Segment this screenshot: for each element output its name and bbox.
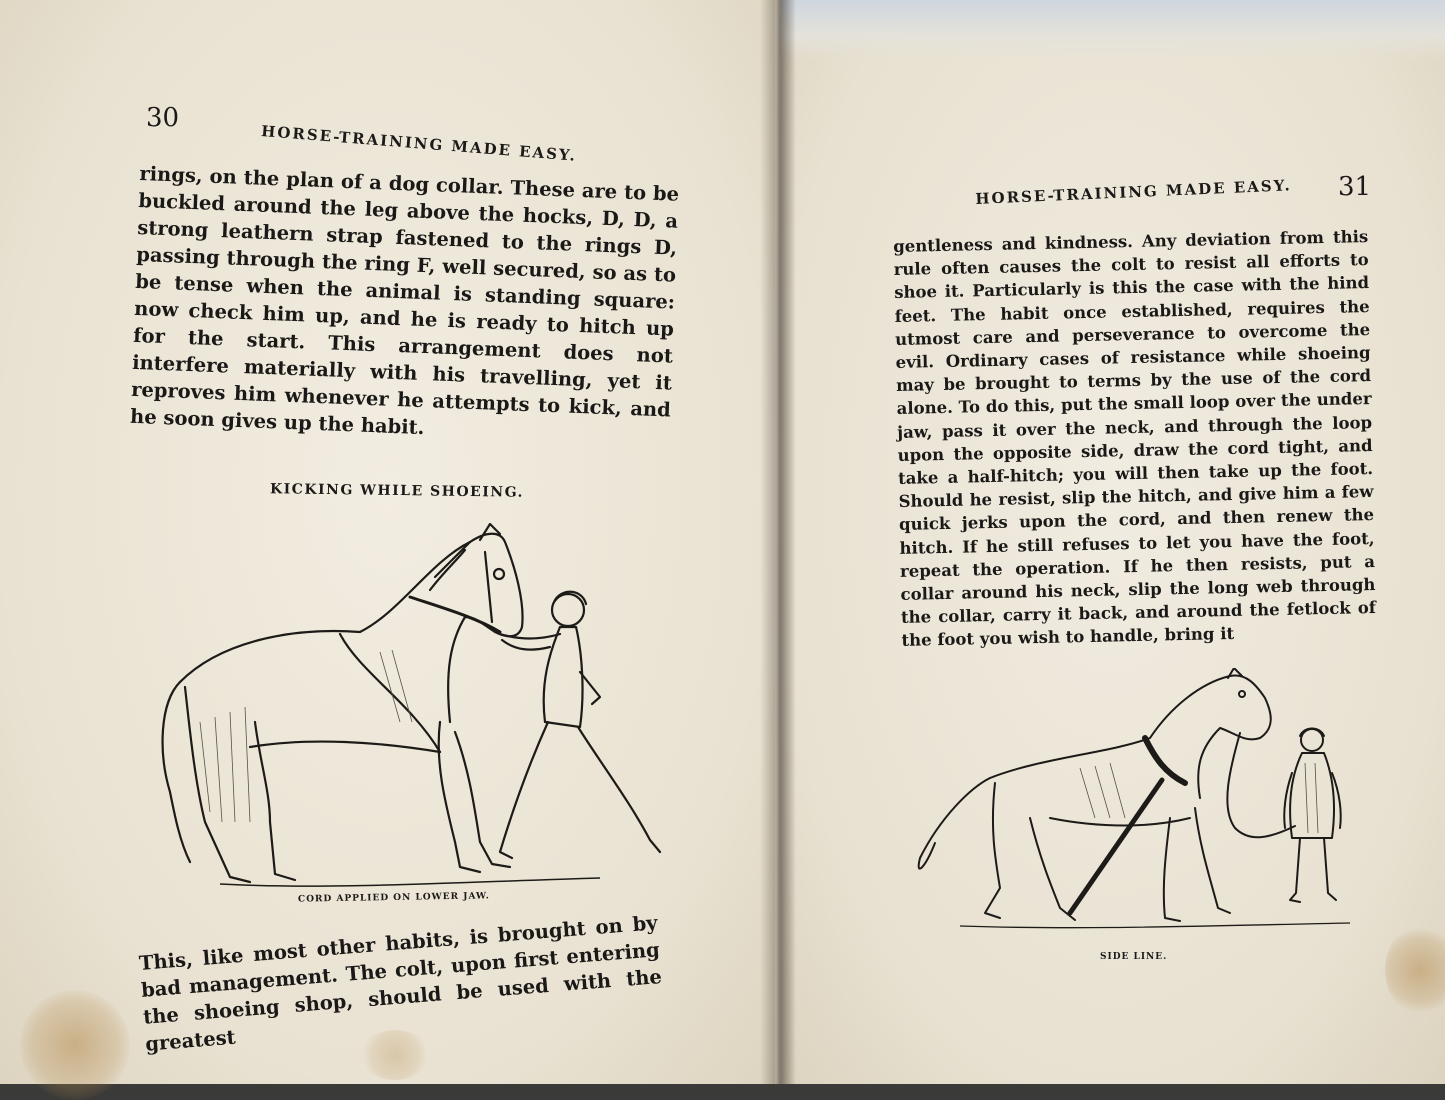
side-line-illustration (900, 668, 1360, 938)
section-heading: KICKING WHILE SHOEING. (269, 481, 525, 501)
left-illustration-caption: CORD APPLIED ON LOWER JAW. (297, 891, 490, 905)
book-gutter (760, 0, 796, 1084)
right-illustration-caption: SIDE LINE. (1100, 952, 1168, 962)
left-paragraph-1: rings, on the plan of a dog collar. These are to be buckled around the leg above the hocks, D, D, a strong leathern strap fastened to the rings D, passing through the ring F, well secured, so as to be tense when the animal is standing square: now check him up, and he is ready to hitch up for the start. This arrangement does not interfere materially with his travelling, yet it reproves him whenever he attempts to kick, and he soon gives up the habit. (129, 161, 680, 440)
left-paragraph-2: This, like most other habits, is brought on by bad management. The colt, upon first entering the shoeing shop, should be used with the greatest (138, 911, 663, 1056)
page-number-right: 31 (1338, 172, 1372, 202)
right-paragraph-1: gentleness and kindness. Any deviation from this rule often causes the colt to resist all efforts to shoe it. Particularly is this the case with the hind feet. The habit once established, requires the utmost care and perseverance to overcome the evil. Ordinary cases of resistance while shoeing may be brought to terms by the use of the cord alone. To do this, put the small loop over the under jaw, pass it over the neck, and through the loop upon the opposite side, draw the cord tight, and take a half-hitch; you will then take up the foot. Should he resist, slip the hitch, and give him a few quick jerks upon the cord, and then renew the hitch. If he still refuses to let you have the foot, repeat the operation. If he then resists, put a collar around his neck, slip the long web through the collar, carry it back, and around the fetlock of the foot you wish to handle, bring it (893, 227, 1377, 651)
running-head-right: HORSE-TRAINING MADE EASY. (975, 176, 1293, 208)
running-head-left: HORSE-TRAINING MADE EASY. (260, 122, 578, 165)
background-shadow (781, 0, 1445, 60)
left-body-text (130, 160, 680, 451)
horse-jaw-cord-illustration (130, 522, 670, 905)
page-number-left: 30 (146, 103, 180, 133)
right-body-text (893, 225, 1377, 653)
